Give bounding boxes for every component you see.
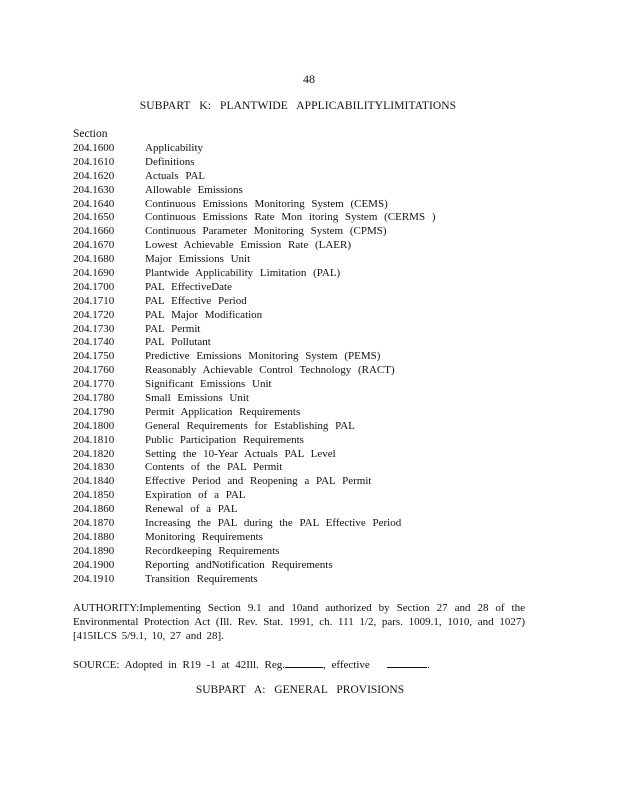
section-row: [73, 142, 543, 156]
section-row: [73, 184, 543, 198]
subpart-a-title: SUBPART A: GENERAL PROVISIONS: [195, 684, 405, 696]
section-row: [73, 350, 543, 364]
section-row: [73, 198, 543, 212]
section-name: Definitions: [145, 155, 195, 168]
section-name: Increasing the PAL during the PAL Effective Period: [145, 517, 402, 530]
section-name: Recordkeeping Requirements: [145, 544, 280, 557]
section-name: PAL Effective Period: [145, 294, 247, 307]
section-name: Significant Emissions Unit: [145, 378, 272, 391]
section-name: Permit Application Requirements: [145, 405, 301, 418]
section-name: Predictive Emissions Monitoring System (PEMS): [145, 350, 381, 363]
section-name: Transition Requirements: [145, 572, 258, 585]
section-row: [73, 392, 543, 406]
subpart-k-title: SUBPART K: PLANTWIDE APPLICABILITYLIMITATIONS: [139, 100, 457, 112]
section-number: 204.1810: [73, 433, 115, 446]
section-row: [73, 156, 543, 170]
section-number: 204.1840: [73, 475, 115, 488]
section-number: 204.1650: [73, 211, 115, 224]
section-number: 204.1620: [73, 169, 115, 182]
section-row: [73, 475, 543, 489]
section-number: 204.1630: [73, 183, 115, 196]
section-number: 204.1830: [73, 461, 115, 474]
section-name: Continuous Emissions Rate Mon itoring System (CERMS ): [145, 211, 436, 224]
section-row: [73, 211, 543, 225]
section-name: Continuous Parameter Monitoring System (CPMS): [145, 225, 387, 238]
section-name: Small Emissions Unit: [145, 392, 249, 405]
source-note: [73, 657, 533, 671]
section-number: 204.1730: [73, 322, 115, 335]
section-row: [73, 559, 543, 573]
section-row: [73, 225, 543, 239]
source-suffix: .: [427, 659, 430, 671]
section-name: Lowest Achievable Emission Rate (LAER): [145, 239, 352, 252]
section-row: [73, 573, 543, 587]
section-row: [73, 531, 543, 545]
section-number: 204.1850: [73, 489, 115, 502]
section-row: [73, 406, 543, 420]
section-number: 204.1690: [73, 267, 115, 280]
authority-note: AUTHORITY:Implementing Section 9.1 and 10and authorized by Section 27 and 28 of the Environmental Protection Act (Ill. Rev. Stat. 1991, ch. 111 1/2, pars. 1009.1, 1010, and 1027) [415ILCS 5/9.1, 10, 27 and 28].: [73, 602, 525, 642]
section-number: 204.1800: [73, 419, 115, 432]
section-row: [73, 364, 543, 378]
section-number: 204.1680: [73, 253, 115, 266]
section-name: Major Emissions Unit: [145, 253, 251, 266]
section-number: 204.1720: [73, 308, 115, 321]
section-number: 204.1710: [73, 294, 115, 307]
section-number: 204.1880: [73, 530, 115, 543]
section-number: 204.1660: [73, 225, 115, 238]
section-name: PAL EffectiveDate: [145, 280, 232, 293]
section-name: PAL Permit: [145, 322, 201, 335]
section-name: Renewal of a PAL: [145, 503, 238, 516]
section-row: [73, 309, 543, 323]
section-row: [73, 503, 543, 517]
section-name: Monitoring Requirements: [145, 530, 263, 543]
section-row: [73, 420, 543, 434]
section-name: Contents of the PAL Permit: [145, 461, 283, 474]
section-name: Continuous Emissions Monitoring System (CEMS): [145, 197, 388, 210]
section-row: [73, 489, 543, 503]
section-number: 204.1760: [73, 364, 115, 377]
section-number: 204.1740: [73, 336, 115, 349]
section-name: Allowable Emissions: [145, 183, 243, 196]
section-number: 204.1910: [73, 572, 115, 585]
section-list: [73, 142, 543, 587]
section-name: Plantwide Applicability Limitation (PAL): [145, 267, 341, 280]
section-name: Applicability: [145, 142, 204, 154]
section-row: [73, 253, 543, 267]
section-name: Public Participation Requirements: [145, 433, 304, 446]
page-number: 48: [303, 72, 315, 86]
source-prefix: SOURCE: Adopted in R19 -1 at 42Ill. Reg.: [73, 659, 285, 671]
section-number: 204.1670: [73, 239, 115, 252]
section-name: Expiration of a PAL: [145, 489, 246, 502]
section-row: [73, 295, 543, 309]
section-row: [73, 239, 543, 253]
section-number: 204.1790: [73, 405, 115, 418]
section-number: 204.1700: [73, 280, 115, 293]
section-name: PAL Major Modification: [145, 308, 263, 321]
section-row: [73, 545, 543, 559]
section-number: 204.1610: [73, 155, 115, 168]
register-blank: [285, 657, 323, 668]
section-number: 204.1860: [73, 503, 115, 516]
section-label: Section: [73, 128, 108, 140]
section-row: [73, 448, 543, 462]
section-name: PAL Pollutant: [145, 336, 211, 349]
section-row: [73, 323, 543, 337]
section-name: Reporting andNotification Requirements: [145, 558, 333, 571]
effective-date-blank: [387, 657, 427, 668]
section-row: [73, 378, 543, 392]
section-number: 204.1600: [73, 142, 115, 154]
section-number: 204.1900: [73, 558, 115, 571]
section-row: [73, 267, 543, 281]
section-number: 204.1780: [73, 392, 115, 405]
section-name: Effective Period and Reopening a PAL Permit: [145, 475, 372, 488]
source-effective: , effective: [322, 659, 370, 671]
section-name: Setting the 10-Year Actuals PAL Level: [145, 447, 336, 460]
section-name: Actuals PAL: [145, 169, 206, 182]
section-number: 204.1820: [73, 447, 115, 460]
section-number: 204.1640: [73, 197, 115, 210]
section-row: [73, 434, 543, 448]
section-row: [73, 461, 543, 475]
section-name: General Requirements for Establishing PAL: [145, 419, 355, 432]
section-row: [73, 517, 543, 531]
section-row: [73, 281, 543, 295]
section-number: 204.1770: [73, 378, 115, 391]
section-number: 204.1870: [73, 517, 115, 530]
section-name: Reasonably Achievable Control Technology (RACT): [145, 364, 395, 377]
section-row: [73, 336, 543, 350]
section-number: 204.1890: [73, 544, 115, 557]
section-number: 204.1750: [73, 350, 115, 363]
section-row: [73, 170, 543, 184]
